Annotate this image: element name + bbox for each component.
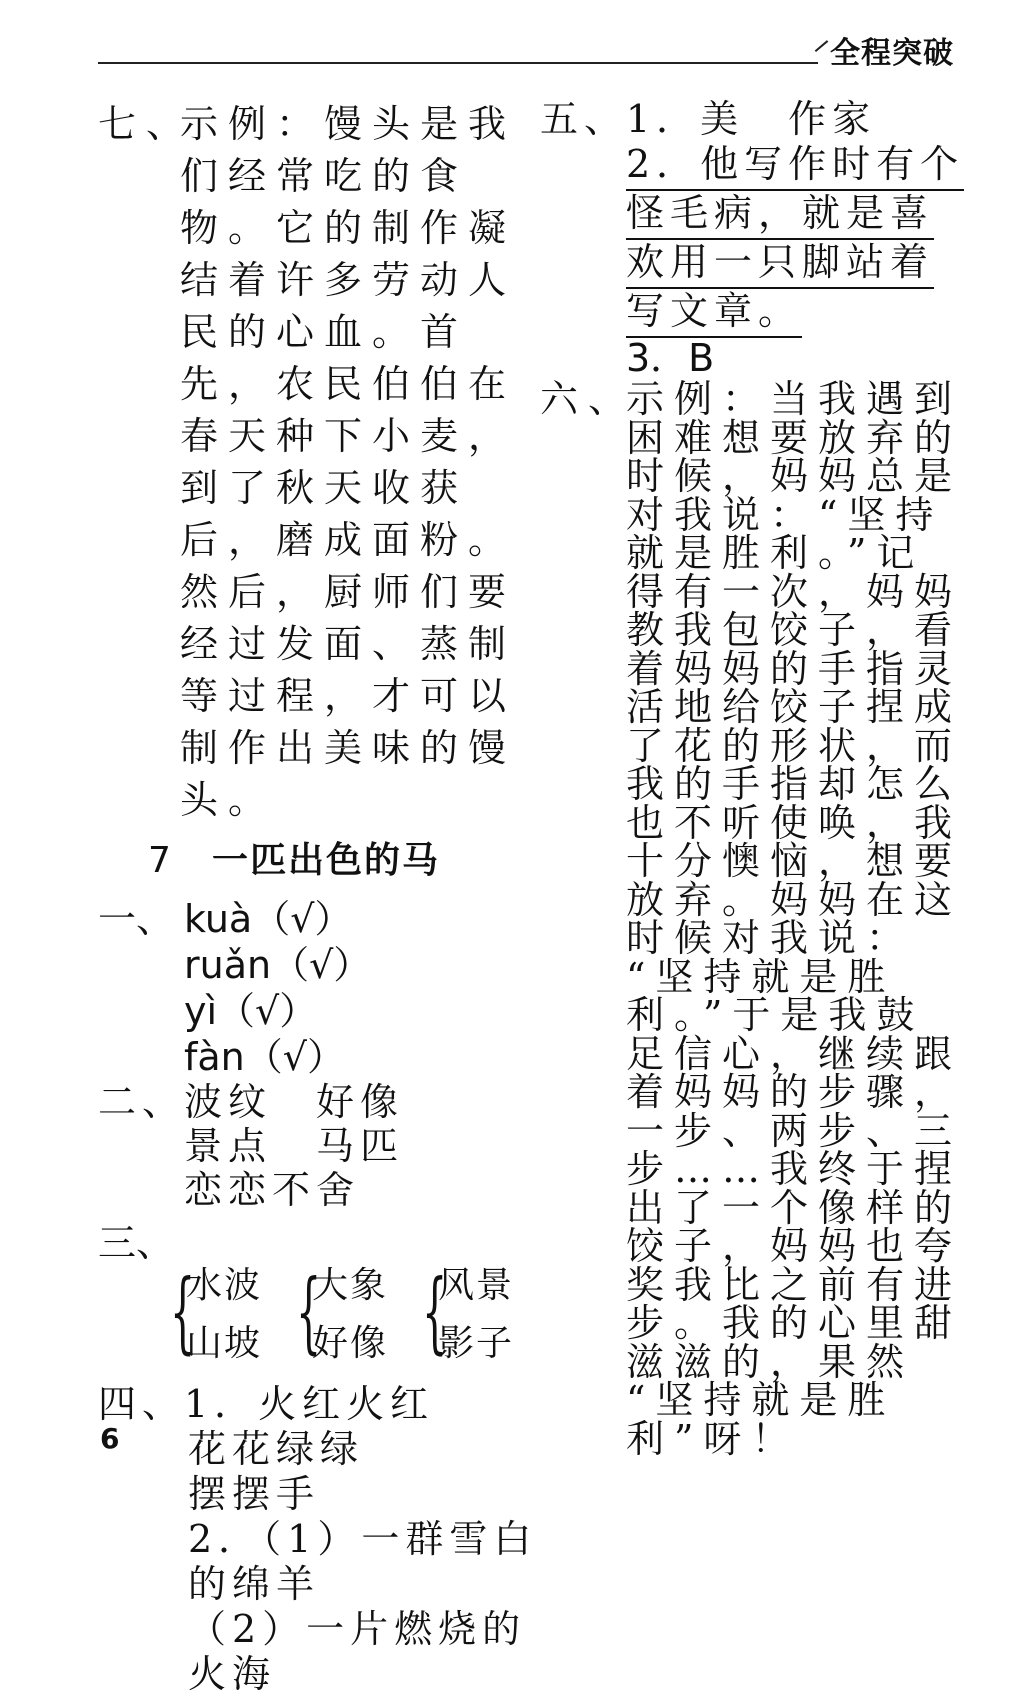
brace-mark: { xyxy=(422,1260,448,1363)
lesson-number: 7 xyxy=(148,840,171,881)
underlined-answer-line: 欢用一只脚站着 xyxy=(626,238,934,289)
answer-7-line: 民的心血。首 xyxy=(180,310,469,354)
answer-7-line: 们经常吃的食 xyxy=(180,154,469,198)
section-1-line: fàn（√） xyxy=(184,1035,345,1079)
section-2-line: 恋恋不舍 xyxy=(184,1168,361,1212)
left-column xyxy=(98,98,538,1697)
section-6-line: 时候，妈妈总是 xyxy=(626,454,963,498)
answer-7-line: 春天种下小麦， xyxy=(180,414,517,458)
section-6 xyxy=(540,377,963,1461)
section-6-line: 足信心，继续跟 xyxy=(626,1031,963,1076)
section-6-line: 步……我终于捏 xyxy=(626,1147,963,1191)
answer-7-line: 等过程，才可以 xyxy=(180,674,517,718)
brace-mark: { xyxy=(296,1260,322,1363)
lesson-title: 一匹出色的马 xyxy=(212,840,441,881)
section-6-line: 放弃。妈妈在这 xyxy=(626,877,963,922)
section-4-line: （2）一片燃烧的 xyxy=(188,1607,527,1651)
section-4 xyxy=(98,1382,538,1697)
section-6-line: 着妈妈的步骤， xyxy=(626,1070,963,1114)
section-4-line: 的绵羊 xyxy=(188,1562,321,1606)
section-6-line: 得有一次，妈妈 xyxy=(626,569,963,614)
section-6-line: 了花的形状，而 xyxy=(626,723,963,768)
section-6-line: 也不听使唤，我 xyxy=(626,800,963,845)
section-6-line: 奖我比之前有进 xyxy=(626,1262,963,1307)
underlined-answer-line: 写文章。 xyxy=(626,287,802,338)
word-pair-bottom: 影子 xyxy=(438,1323,515,1364)
section-3-number: 三、 xyxy=(98,1221,175,1265)
section-6-line: “坚持就是胜 xyxy=(626,954,896,999)
section-6-line: “坚持就是胜 xyxy=(626,1378,896,1422)
section-1-number: 一、 xyxy=(98,897,175,941)
header-rule xyxy=(98,62,818,64)
page-number: 6 xyxy=(100,1422,120,1455)
section-4-number: 四、 xyxy=(98,1382,187,1426)
brace-mark: { xyxy=(170,1260,196,1363)
header-rule-tail xyxy=(815,40,829,52)
section-1-line: kuà（√） xyxy=(184,897,353,941)
section-6-line: 我的手指却怎么 xyxy=(626,762,963,806)
lesson-heading xyxy=(98,826,518,896)
underlined-answer-line: 怪毛病，就是喜 xyxy=(626,189,934,240)
section-6-line: 一步、两步、三 xyxy=(626,1108,963,1153)
answer-7-line: 后，磨成面粉。 xyxy=(180,518,517,562)
answer-7-line: 制作出美味的馒 xyxy=(180,726,517,770)
section-5-line: 3．B xyxy=(626,336,715,380)
word-pair-top: 大象 xyxy=(312,1265,389,1306)
section-6-line: 利。”于是我鼓 xyxy=(626,993,925,1037)
section-6-line: 就是胜利。”记 xyxy=(626,531,925,575)
section-4-line: 1．火红火红 xyxy=(184,1382,435,1426)
section-4-line: 火海 xyxy=(188,1652,277,1696)
section-6-line: 步。我的心里甜 xyxy=(626,1301,963,1345)
section-2-number: 二、 xyxy=(98,1080,187,1124)
section-5-number: 五、 xyxy=(540,97,629,141)
word-pair-top: 水波 xyxy=(186,1265,263,1306)
section-2-line: 波纹 好像 xyxy=(184,1080,405,1124)
section-6-line: 时候对我说： xyxy=(626,916,915,960)
section-4-line: 摆摆手 xyxy=(188,1472,321,1516)
right-column xyxy=(540,97,965,1461)
answer-7-number: 七、 xyxy=(98,102,195,146)
section-3-label xyxy=(98,1221,518,1265)
section-6-line: 饺子，妈妈也夸 xyxy=(626,1224,963,1268)
answer-7-line: 头。 xyxy=(180,778,277,822)
section-1 xyxy=(98,896,518,1080)
answer-7-line: 结着许多劳动人 xyxy=(180,258,517,302)
section-6-line: 活地给饺子捏成 xyxy=(626,685,963,729)
section-6-line: 困难想要放弃的 xyxy=(626,415,963,460)
section-6-line: 着妈妈的手指灵 xyxy=(626,646,963,691)
section-1-line: ruǎn（√） xyxy=(184,943,372,987)
section-2-line: 景点 马匹 xyxy=(184,1124,405,1168)
section-5-line: 1．美 作家 xyxy=(626,97,877,141)
word-pair-bottom: 山坡 xyxy=(186,1323,263,1364)
section-6-line: 出了一个像样的 xyxy=(626,1185,963,1230)
answer-7-line: 经过发面、蒸制 xyxy=(180,622,517,666)
section-4-line: 花花绿绿 xyxy=(188,1427,365,1471)
section-6-line: 教我包饺子，看 xyxy=(626,608,963,652)
section-2 xyxy=(98,1080,518,1212)
section-3-pairs xyxy=(98,1260,518,1378)
section-6-line: 利”呀！ xyxy=(626,1416,800,1461)
section-6-line: 示例：当我遇到 xyxy=(626,377,963,421)
section-4-line: 2．（1）一群雪白 xyxy=(188,1517,538,1561)
section-6-line: 滋滋的，果然 xyxy=(626,1339,915,1384)
underlined-answer-line: 2．他写作时有个 xyxy=(626,140,964,191)
answer-7-line: 物。它的制作凝 xyxy=(180,206,517,250)
answer-7 xyxy=(98,98,518,826)
section-6-number: 六、 xyxy=(540,377,637,421)
answer-7-line: 先，农民伯伯在 xyxy=(180,362,517,406)
answer-7-line: 到了秋天收获 xyxy=(180,466,469,510)
answer-7-line: 示例：馒头是我 xyxy=(180,102,517,146)
section-6-line: 对我说：“坚持 xyxy=(626,492,944,537)
section-5 xyxy=(540,97,965,380)
section-1-line: yì（√） xyxy=(184,989,318,1033)
word-pair-bottom: 好像 xyxy=(312,1323,389,1364)
answer-7-line: 然后，厨师们要 xyxy=(180,570,517,614)
word-pair-top: 风景 xyxy=(438,1265,515,1306)
section-6-line: 十分懊恼，想要 xyxy=(626,839,963,883)
brand-title: 全程突破 xyxy=(830,36,954,71)
